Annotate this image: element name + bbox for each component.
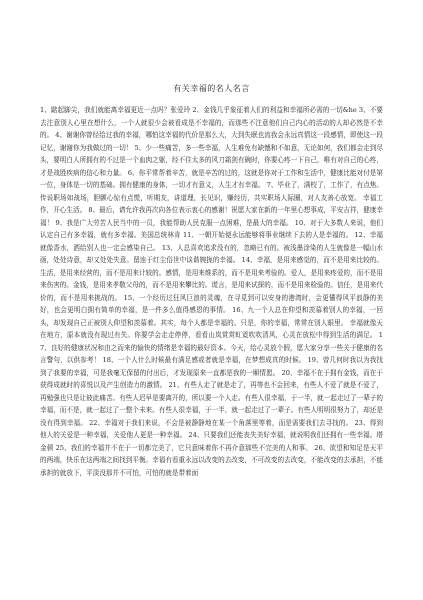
- document-body: 1、踮起脚尖，我们就能离幸福更近一点吗？张爱玲 2、金钱几乎象征着人们的利益和幸福所必需的一切&he 3、不要去注意别人心里在想什么，一个人就很少会被看成是不幸福的，而那些不注意他们自己内心的活动的人却必然是不幸的。 4、谢谢你曾经给过我的幸福，哪怕这幸福的代价是那么大，大到失眠也流我会永远真情这一段感情，即使这一段记忆，谢谢你为我做过的一切！ 5、少一些痛苦，多一些幸福，人生难免有缺憾和不如意，无论如何，我们都会走到尽头，要明白人所拥有的不过是一个血肉之躯，经不住太多的风刀霜剑有碗时，你要心疼一下自己，唯有对自己的心疼，才是战胜疾病的信心和力量。 6、你平常帮着辛苦，就是辛苦的过的，这就是你对于工作和生活中，健康比能对付是第一位，身体是一切的基础。拥有健康的身体，一切才有意义，人生才有幸福。 7、毕业了，满校了，工作了，有点焦。传说职场如战场，胆颤心惊有点慌，听期友，讲道理，长见识，赚经历，共实职场人际圈，对人友善心放宽。 幸福工作，开心生活。 8、最后，请允许我再次向各位表示衷心的感谢！祝愿大家在新的一年里心想事成，平安吉祥，健康幸福！ 9、我是广大劳苦人民当中的一员，我能帮助人民克服一点困难，是最大的幸福。 10、对于大多数人来说，他们认定自己有多幸福，就有多幸福。美国总统林肯 11、一朝开始便永远能够将事业继续下去的人是幸福的。 12、幸福就像香水，洒给别人也一定会感染自己。 13、人总喜欢追求没有的，忽略已有的。被浅墨涂染的人生就像是一幅山水画，处处诗意，却又处处失意。留连于红尘俗世中谈谐婉拢的幸福。 14、幸福，是用来感觉的，而不是用来比较的。生活，是用来经营的，而不是用来计较的。感情，是用来维系的，而不是用来考验的。爱人，是用来疼爱的，而不是用来伤害的。金钱，是用来孝敬父母的，而不是用来攀比的。谎言，是用来试探的，而不是用来检验的。信任，是用来代价的，而不是用来挑战的。 15、一个经历过狂风巨浪的灵魂，在寻觅到可以安身的港湾时，会更懂得风平浪静的美好，也会更明白拥有简单的幸福，是一件多么值得感恩的事情。 16、九一个人总在仰望和羡慕着别人的幸福，一回头，却发现自己正被别人仰望和羡慕着。其实，每个人都是幸福的。只是，你的幸福，常常在别人眼里。 幸福就像天在地方，原本就没有现过有失。你要学会走走停停，看看山岚赏赏虹霓吹吹清风，心灵在放松中得到生活的满足。 17、良好的健康状况和由之而来的愉快的情绪是幸福的最好资本。今天，给心灵放个假，愿大家分享一些关于健康的名言警句，以供参考！ 18、一个人什么时候最有满足感或者就是幸福，在梦想成真的时候。 19、曾几何时我以为我找到了我要的幸福，可是我毫无保留的付出后，才发现原来一直都是我的一厢情愿。 20、幸福不在于拥有金钱，而在于获得成就时的喜悦以及产生创造力的激情。 21、有些人走了就是走了，再等也不会回来，有些人不爱了就是不爱了，再勉强也只是让彼此痛苦。有些人迟早是要离开的，所以要一个人走。有些人很幸福，于一半，就一起走过了一辈子的幸福，而不是，就一起过了一整个未来。有些人很幸福，于一半，就一起走过了一辈子。有些人明明很努力了，却还是没有得到幸福。 22、幸福对于我们来说，不会是被静静地在某一个角落里等着，而是需要我们去寻找的。 23、得到他人的关爱是一种幸福，关爱他人更是一种幸福。 24、只要我们还能丧失美好幸福，就说明我们还拥有一些幸福。塔金顿 25、我们的幸福并不在于一切都完美了，它只意味着你不再介意那些不完美的人和事。 26、欲望和知足是天平的两端，快乐在这两端之间找到平衡。幸福有看重永远以改变的去改变，不可改变的去改变，不能改变的去承担，不能承担的就放下，平淡没那并不可怕，可怕的就是带着面: [40, 106, 383, 477]
- document-title: 有关幸福的名人名言: [173, 84, 250, 93]
